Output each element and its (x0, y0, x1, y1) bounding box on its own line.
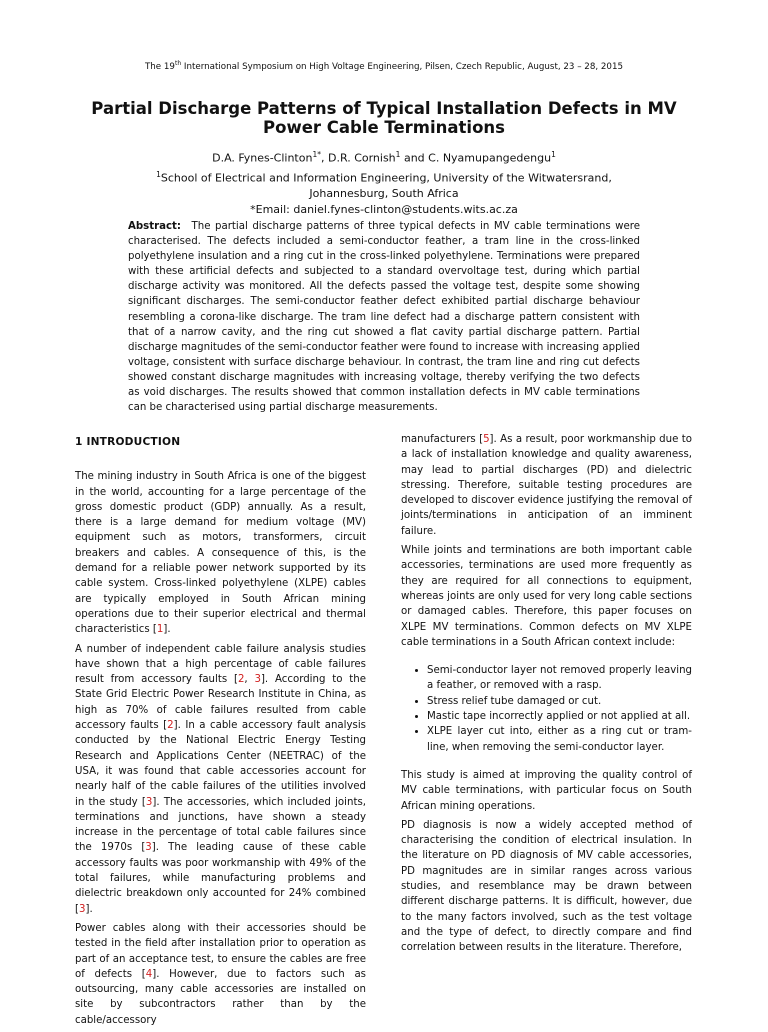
list-item: • Stress relief tube damaged or cut. (427, 694, 692, 709)
conference-header: The 19th International Symposium on High Voltage Engineering, Pilsen, Czech Republic, August, 23 – 28, 2015 (144, 60, 623, 72)
defect-list (401, 663, 692, 755)
citation-link[interactable]: 3 (254, 674, 261, 686)
author-list: D.A. Fynes-Clinton$^{1*}$, D.R. Cornish$^1$ and C. Nyamupangedengu$^1$ (212, 150, 556, 165)
intro-paragraph-6: This study is aimed at improving the quality control of MV cable terminations, with particular focus on South African mining operations. (401, 769, 692, 812)
left-column (75, 432, 366, 1032)
abstract (128, 219, 640, 415)
list-item: • XLPE layer cut into, either as a ring cut or tram-line, when removing the semi-conductor layer. (427, 724, 692, 755)
citation-link[interactable]: 4 (145, 968, 153, 980)
intro-paragraph-7: PD diagnosis is now a widely accepted method of characterising the condition of electrical insulation. In the literature on PD diagnosis of MV cable accessories, PD magnitudes are in similar ranges across various studies, and resemblance may be drawn between different discharge patterns. It is difficult, however, due to the many factors involved, such as the test voltage and the type of defect, to directly compare and find correlation between results in the literature. Therefore, (401, 819, 692, 954)
right-column (401, 432, 692, 960)
citation-link[interactable]: 3 (145, 842, 152, 854)
citation-link[interactable]: 1 (156, 624, 164, 636)
citation-link[interactable]: 5 (483, 434, 490, 445)
intro-paragraph-5: While joints and terminations are both important cable accessories, terminations are used more frequently as they are required for all connections to equipment, whereas joints are only used for very long cable sections or damaged cables. Therefore, this paper focuses on XLPE MV terminations. Common defects on MV XLPE cable terminations in a South African context include: (401, 545, 692, 648)
intro-paragraph-1: The mining industry in South Africa is one of the biggest in the world, accounting for a large percentage of the gross domestic product (GDP) annually. As a result, there is a large demand for medium voltage (MV) equipment such as motors, transformers, circuit breakers and cables. A consequence of this, is the demand for a reliable power network supported by its cable system. Cross-linked polyethylene (XLPE) cables are typically employed in South African mining operations due to their superior electrical and thermal characteristics [1]. (75, 471, 366, 636)
list-item: • Semi-conductor layer not removed properly leaving a feather, or removed with a rasp. (427, 663, 692, 694)
citation-link[interactable]: 2 (167, 720, 174, 732)
abstract-label: Abstract: (128, 221, 181, 232)
citation-link[interactable]: 3 (145, 796, 153, 808)
citation-link[interactable]: 2 (237, 674, 245, 686)
citation-link[interactable]: 3 (78, 903, 86, 915)
affiliation: $^1$School of Electrical and Information Engineering, University of the Witwatersrand, (156, 169, 612, 185)
list-item: • Mastic tape incorrectly applied or not applied at all. (427, 709, 692, 724)
paper-title: Partial Discharge Patterns of Typical Installation Defects in MV Power Cable Terminations (91, 99, 677, 137)
intro-paragraph-4: manufacturers [5]. As a result, poor workmanship due to a lack of installation knowledge and quality awareness, may lead to partial discharges (PD) and dielectric stressing. Therefore, suitable testing procedures are developed to discover evidence justifying the removal of joints/terminations in anticipation of an imminent failure. (401, 434, 692, 537)
contact-email: *Email: daniel.fynes-clinton@students.wits.ac.za (250, 203, 518, 217)
intro-paragraph-2: A number of independent cable failure analysis studies have shown that a high percentage of cable failures result from accessory faults [2, 3]. According to the State Grid Electric Power Research Institute in China, as high as 70% of cable failures resulted from cable accessory faults [2]. In a cable accessory fault analysis conducted by the National Electric Energy Testing Research and Applications Center (NEETRAC) of the USA, it was found that cable accessories account for nearly half of the cable failures of the utilities involved in the study [3]. The accessories, which included joints, terminations and junctions, have shown a steady increase in the percentage of total cable failures since the 1970s [3]. The leading cause of these cable accessory faults was poor workmanship with 49% of the total failures, while manufacturing problems and dielectric breakdown only accounted for 24% combined [3]. (75, 643, 366, 915)
abstract-text: The partial discharge patterns of three typical defects in MV cable terminations were characterised. The defects included a semi-conductor feather, a tram line in the cross-linked polyethylene insulation and a ring cut in the cross-linked polyethylene. Terminations were prepared with these artificial defects and subjected to a standard overvoltage test, during which partial discharge activity was monitored. All the defects passed the voltage test, despite some showing significant discharges. The semi-conductor feather defect exhibited partial discharge behaviour resembling a corona-like discharge. The tram line defect had a discharge pattern consistent with that of a narrow cavity, and the ring cut showed a flat cavity partial discharge pattern. Partial discharge magnitudes of the semi-conductor feather were found to increase with increasing applied voltage, consistent with surface discharge behaviour. In contrast, the tram line and ring cut defects showed constant discharge magnitudes with increasing voltage, thereby verifying the two defects as void discharges. The results showed that common installation defects in MV cable terminations can be characterised using partial discharge measurements. (128, 221, 640, 414)
section-heading-introduction: 1 INTRODUCTION (75, 436, 181, 448)
intro-paragraph-3: Power cables along with their accessories should be tested in the field after installation prior to operation as part of an acceptance test, to ensure the cables are free of defects [4]. However, due to factors such as outsourcing, many cable accessories are installed on site by subcontractors rather than by the cable/accessory (75, 922, 366, 1026)
author-block (60, 147, 708, 218)
affiliation-city: Johannesburg, South Africa (309, 187, 459, 201)
